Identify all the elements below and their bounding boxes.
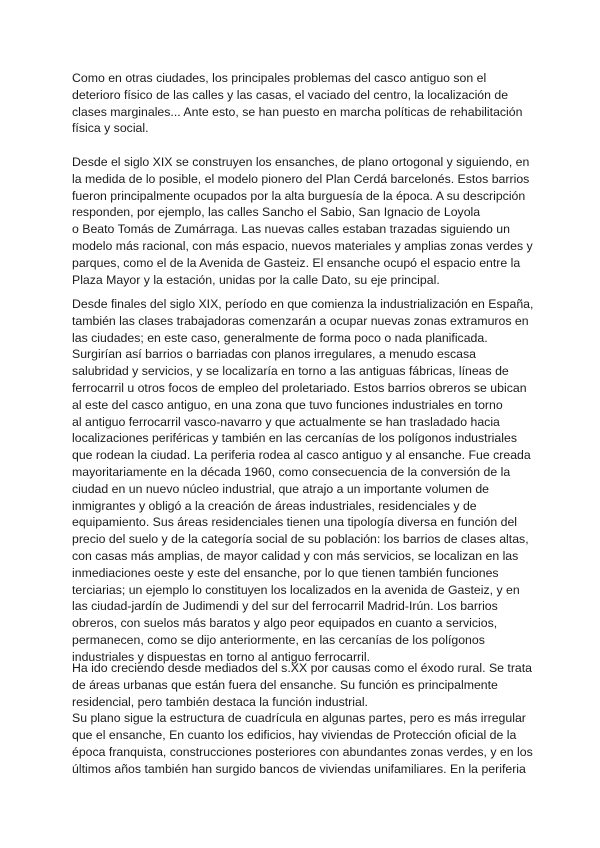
text-line: fueron principalmente ocupados por la alta burguesía de la época. A su descripción — [72, 188, 526, 203]
text-line: inmigrantes y obligó a la creación de áreas industriales, residenciales y de — [72, 498, 477, 513]
text-line: física y social. — [72, 121, 149, 136]
text-line: Ha ido creciendo desde mediados del s.XX por causas como el éxodo rural. Se trata — [72, 661, 533, 675]
text-line: que el ensanche, En cuanto los edificios, hay viviendas de Protección oficial de la — [72, 728, 517, 743]
text-line: precio del suelo y de la categoría social de su población: los barrios de clases altas, — [72, 532, 529, 547]
text-line: época franquista, construcciones posteriores con abundantes zonas verdes, y en los — [72, 744, 533, 759]
text-line: parques, como el de la Avenida de Gasteiz. El ensanche ocupó el espacio entre la — [72, 255, 521, 270]
text-line: Como en otras ciudades, los principales problemas del casco antiguo son el — [72, 71, 487, 85]
text-line: ferrocarril u otros focos de empleo del proletariado. Estos barrios obreros se ubican — [72, 380, 527, 395]
text-line: Plaza Mayor y la estación, unidas por la calle Dato, su eje principal. — [72, 272, 440, 287]
text-line: terciarias; un ejemplo lo constituyen los localizados en la avenida de Gasteiz, y en — [72, 582, 520, 597]
text-line: permanecen, como se dijo anteriormente, en las cercanías de los polígonos — [72, 632, 485, 647]
text-line: las ciudad-jardín de Judimendi y del sur del ferrocarril Madrid-Irún. Los barrios — [72, 599, 498, 614]
text-line: también las clases trabajadoras comenzarán a ocupar nuevas zonas extramuros en — [72, 313, 529, 328]
text-line: de áreas urbanas que están fuera del ensanche. Su función es principalmente — [72, 677, 498, 692]
text-line: responden, por ejemplo, las calles Sancho el Sabio, San Ignacio de Loyola — [72, 205, 481, 220]
text-line: localizaciones periféricas y también en las cercanías de los polígonos industriales — [72, 431, 517, 446]
text-line: últimos años también han surgido bancos de viviendas unifamiliares. En la periferia — [72, 761, 526, 776]
text-line: clases marginales... Ante esto, se han puesto en marcha políticas de rehabilitación — [72, 104, 523, 119]
paragraph-barrios-obreros — [72, 296, 534, 666]
text-line: o Beato Tomás de Zumárraga. Las nuevas calles estaban trazadas siguiendo un — [72, 222, 510, 237]
text-line: industriales y dispuestas en torno al antiguo ferrocarril. — [72, 649, 371, 664]
text-line: deterioro físico de las calles y las casas, el vaciado del centro, la localización de — [72, 87, 509, 102]
text-line: al antiguo ferrocarril vasco-navarro y que actualmente se han trasladado hacia — [72, 414, 500, 429]
text-line: Desde el siglo XIX se construyen los ensanches, de plano ortogonal y siguiendo, en — [72, 155, 530, 169]
text-line: Su plano sigue la estructura de cuadrícula en algunas partes, pero es más irregular — [72, 711, 526, 726]
text-line: Surgirían así barrios o barriadas con planos irregulares, a menudo escasa — [72, 347, 476, 362]
text-line: modelo más racional, con más espacio, nuevos materiales y amplias zonas verdes y — [72, 238, 533, 253]
text-line: al este del casco antiguo, en una zona que tuvo funciones industriales en torno — [72, 397, 503, 412]
text-line: residencial, pero también destaca la función industrial. — [72, 694, 368, 709]
text-line: la medida de lo posible, el modelo pionero del Plan Cerdá barcelonés. Estos barrios — [72, 171, 530, 186]
text-line: salubridad y servicios, y se localizaría en torno a las antiguas fábricas, líneas de — [72, 364, 509, 379]
paragraph-periferia — [72, 660, 534, 778]
paragraph-casco-antiguo — [72, 70, 534, 137]
text-line: ciudad en un nuevo núcleo industrial, que atrajo a un importante volumen de — [72, 481, 490, 496]
text-line: Desde finales del siglo XIX, período en que comienza la industrialización en España, — [72, 297, 534, 311]
text-line: equipamiento. Sus áreas residenciales tienen una tipología diversa en función del — [72, 515, 518, 530]
text-line: con casas más amplias, de mayor calidad y con más servicios, se localizan en las — [72, 548, 519, 563]
text-line: obreros, con suelos más baratos y algo peor equipados en cuanto a servicios, — [72, 616, 498, 631]
text-line: que rodean la ciudad. La periferia rodea al casco antiguo y al ensanche. Fue creada — [72, 448, 531, 463]
text-line: inmediaciones oeste y este del ensanche, por lo que tienen también funciones — [72, 565, 499, 580]
text-line: las ciudades; en este caso, generalmente de forma poco o nada planificada. — [72, 330, 488, 345]
paragraph-ensanches — [72, 154, 534, 288]
text-line: mayoritariamente en la década 1960, como consecuencia de la conversión de la — [72, 464, 511, 479]
